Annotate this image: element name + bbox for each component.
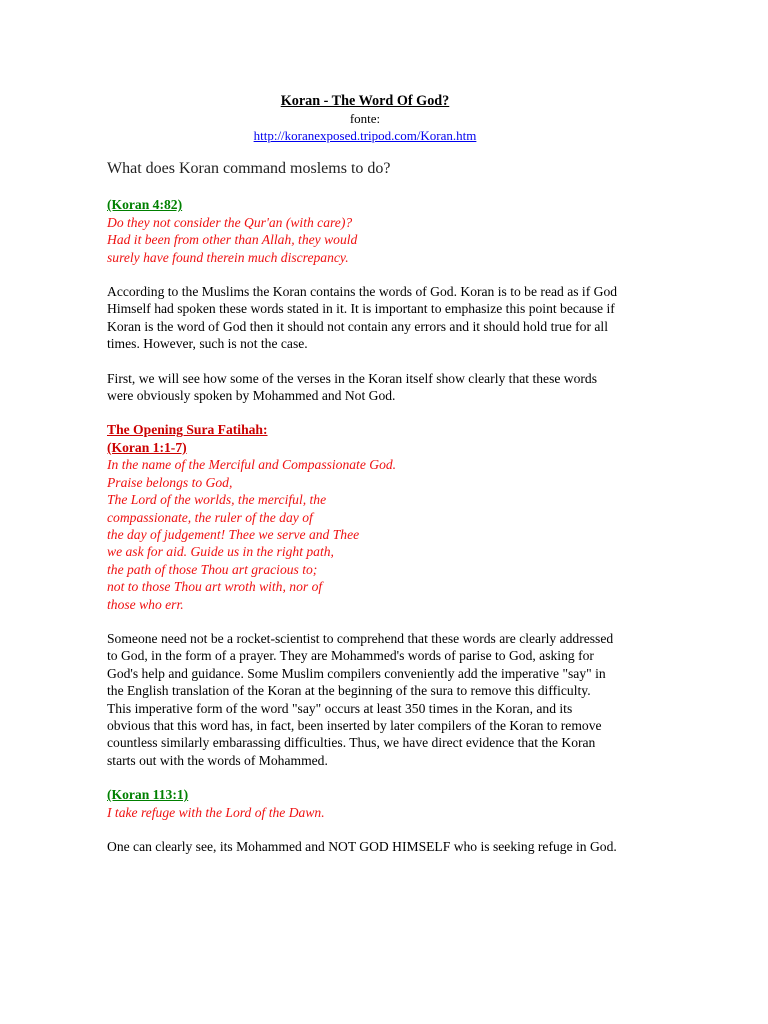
verse-block-113-1 xyxy=(107,786,663,821)
verse-line: Praise belongs to God, xyxy=(107,474,233,490)
verse-reference: (Koran 113:1) xyxy=(107,787,189,803)
paragraph-first xyxy=(107,370,663,405)
paragraph-line: times. However, such is not the case. xyxy=(107,336,308,352)
verse-line: the path of those Thou art gracious to; xyxy=(107,561,318,577)
verse-reference: (Koran 4:82) xyxy=(107,197,183,213)
verse-reference: (Koran 1:1-7) xyxy=(107,439,187,455)
paragraph-line: According to the Muslims the Koran contains the words of God. Koran is to be read as if God xyxy=(107,284,618,300)
paragraph-line: Himself had spoken these words stated in it. It is important to emphasize this point because if xyxy=(107,301,615,317)
verse-line: the day of judgement! Thee we serve and Thee xyxy=(107,526,360,542)
document-title: Koran - The Word Of God? xyxy=(280,93,450,109)
paragraph-conclusion xyxy=(107,838,663,855)
verse-block-4-82 xyxy=(107,196,663,266)
paragraph-rocket-scientist xyxy=(107,630,663,769)
verse-line: those who err. xyxy=(107,596,184,612)
paragraph-line: One can clearly see, its Mohammed and NOT GOD HIMSELF who is seeking refuge in God. xyxy=(107,839,617,854)
verse-line: In the name of the Merciful and Compassionate God. xyxy=(107,457,397,473)
paragraph-line: Koran is the word of God then it should not contain any errors and it should hold true for all xyxy=(107,318,608,334)
paragraph-muslim-view xyxy=(107,283,663,353)
source-label: fonte: xyxy=(349,111,381,126)
paragraph-line: to God, in the form of a prayer. They are Mohammed's words of parise to God, asking for xyxy=(107,648,594,664)
source-link[interactable]: http://koranexposed.tripod.com/Koran.htm xyxy=(253,128,477,143)
paragraph-line: God's help and guidance. Some Muslim compilers conveniently add the imperative "say" in xyxy=(107,665,606,681)
paragraph-line: First, we will see how some of the verses in the Koran itself show clearly that these words xyxy=(107,370,598,386)
verse-line: Do they not consider the Qur'an (with care)? xyxy=(107,214,353,230)
verse-line: surely have found therein much discrepancy. xyxy=(107,249,349,265)
verse-line: I take refuge with the Lord of the Dawn. xyxy=(107,804,325,820)
verse-line: we ask for aid. Guide us in the right path, xyxy=(107,544,334,560)
verse-line: not to those Thou art wroth with, nor of xyxy=(107,579,323,595)
document-header xyxy=(67,92,663,144)
document-page xyxy=(107,92,663,855)
paragraph-line: starts out with the words of Mohammed. xyxy=(107,752,328,768)
paragraph-line: obvious that this word has, in fact, been inserted by later compilers of the Koran to remove xyxy=(107,717,602,733)
verse-block-fatihah xyxy=(107,421,663,612)
paragraph-line: were obviously spoken by Mohammed and Not God. xyxy=(107,388,396,404)
paragraph-line: the English translation of the Koran at the beginning of the sura to remove this difficulty. xyxy=(107,683,591,699)
verse-line: Had it been from other than Allah, they would xyxy=(107,232,358,248)
verse-line: compassionate, the ruler of the day of xyxy=(107,509,313,525)
intro-question: What does Koran command moslems to do? xyxy=(107,160,391,178)
section-heading: The Opening Sura Fatihah: xyxy=(107,422,268,438)
verse-line: The Lord of the worlds, the merciful, the xyxy=(107,492,327,508)
paragraph-line: This imperative form of the word "say" occurs at least 350 times in the Koran, and its xyxy=(107,700,573,716)
paragraph-line: Someone need not be a rocket-scientist to comprehend that these words are clearly addressed xyxy=(107,630,614,646)
paragraph-line: countless similarly embarassing difficulties. Thus, we have direct evidence that the Koran xyxy=(107,735,596,751)
